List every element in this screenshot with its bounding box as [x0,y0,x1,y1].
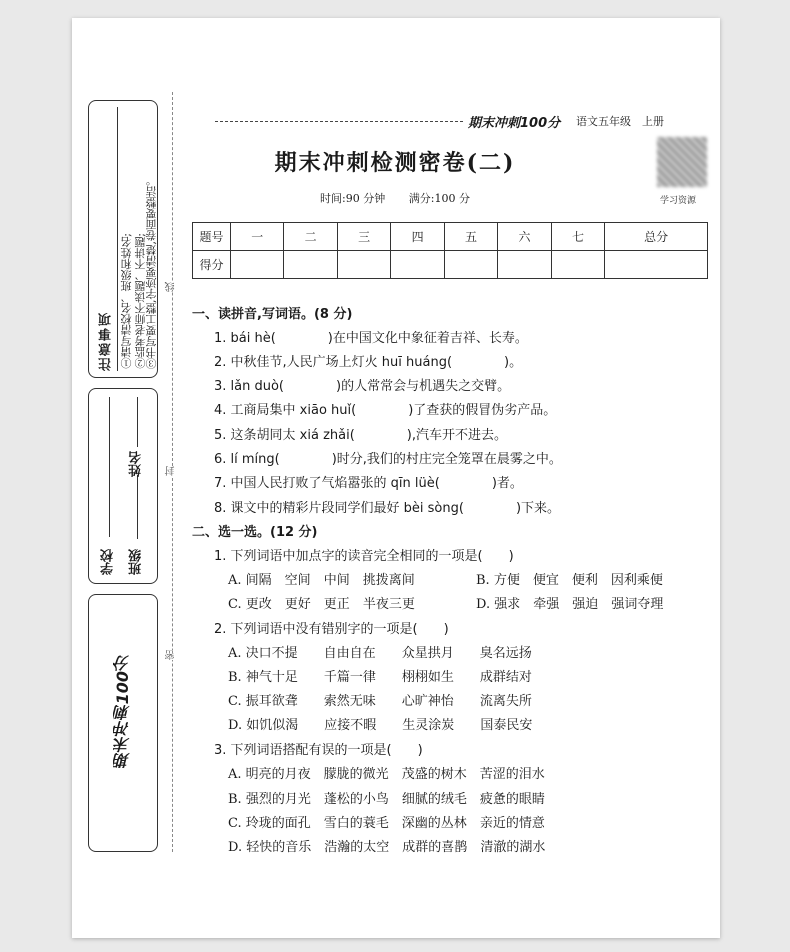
score-cell[interactable] [498,251,551,279]
class-field[interactable] [137,475,138,539]
score-cell[interactable] [337,251,390,279]
score-row-label: 得分 [193,251,231,279]
score-cell[interactable] [444,251,497,279]
notice-line-1: ①请写清校名、班级和姓名; [120,233,133,369]
s2-q1-stem: 1. 下列词语中加点字的读音完全相同的一项是( ) [214,549,514,564]
s2-q3-option-b[interactable]: B. 强烈的月光 蓬松的小鸟 细腻的绒毛 疲惫的眼睛 [228,792,545,807]
school-field[interactable] [109,397,110,537]
s2-q3-option-d[interactable]: D. 轻快的音乐 浩瀚的太空 成群的喜鹊 清澈的湖水 [228,840,546,855]
header-rule [215,121,463,122]
score-cell[interactable] [231,251,284,279]
notice-line-2: ②监考老师不读题、不讲题; [134,233,147,369]
s2-q1-option-c[interactable]: C. 更改 更好 更正 半夜三更 [228,597,415,612]
s1-question-8: 8. 课文中的精彩片段同学们最好 bèi sòng( )下来。 [214,501,561,516]
s2-q2-option-a[interactable]: A. 决口不提 自由自在 众星拱月 臭名远扬 [228,646,532,661]
score-header-cell: 六 [498,223,551,251]
score-cell[interactable] [391,251,444,279]
s1-question-6: 6. lí míng( )时分,我们的村庄完全笼罩在晨雾之中。 [214,452,562,467]
section-2-title: 二、选一选。(12 分) [192,525,318,540]
score-header-cell: 三 [337,223,390,251]
notice-title: 注意事项 [99,311,114,371]
score-header-cell: 总分 [605,223,708,251]
score-header-cell: 五 [444,223,497,251]
s1-question-7: 7. 中国人民打败了气焰嚣张的 qīn lüè( )者。 [214,476,523,491]
score-cell[interactable] [605,251,708,279]
cut-word-line: 线 [166,282,177,292]
score-table [192,222,708,279]
page-title: 期末冲刺检测密卷(二) [274,150,516,176]
s1-question-2: 2. 中秋佳节,人民广场上灯火 huī huáng( )。 [214,355,523,370]
notice-box [88,100,158,378]
cut-word-secret: 密 [166,650,177,660]
exam-score: 满分:100 分 [408,192,470,205]
brand-box [88,594,158,852]
exam-meta [0,190,790,206]
score-table-header [193,223,708,251]
exam-time: 时间:90 分钟 [320,192,386,205]
header-brand: 期末冲刺100分 [468,116,561,131]
s1-question-3: 3. lǎn duò( )的人常常会与机遇失之交臂。 [214,379,511,394]
qr-code-icon[interactable] [657,137,707,187]
qr-label: 学习资源 [660,196,697,206]
s1-question-5: 5. 这条胡同太 xiá zhǎi( ),汽车开不进去。 [214,428,507,443]
s2-q1-option-d[interactable]: D. 强求 牵强 强迫 强词夺理 [476,597,664,612]
s2-q2-option-d[interactable]: D. 如饥似渴 应接不暇 生灵涂炭 国泰民安 [228,718,533,733]
brand-vertical: 期末冲刺100分 [113,655,132,769]
cut-word-seal: 封 [166,466,177,476]
class-label: 班级 [129,549,144,575]
score-table-row [193,251,708,279]
s2-q3-stem: 3. 下列词语搭配有误的一项是( ) [214,743,423,758]
s2-q3-option-a[interactable]: A. 明亮的月夜 朦胧的微光 茂盛的树木 苦涩的泪水 [228,767,545,782]
s2-q2-option-b[interactable]: B. 神气十足 千篇一律 栩栩如生 成群结对 [228,670,532,685]
s2-q2-stem: 2. 下列词语中没有错别字的一项是( ) [214,622,449,637]
student-info-box [88,388,158,584]
notice-line-3: ③书写要工整,字迹要清楚,卷面要整洁。 [145,175,158,369]
s2-q1-option-b[interactable]: B. 方便 便宜 便利 因利乘便 [476,573,663,588]
header-grade: 语文五年级 上册 [576,115,664,128]
score-header-cell: 二 [284,223,337,251]
score-cell[interactable] [551,251,604,279]
s2-q2-option-c[interactable]: C. 振耳欲聋 索然无味 心旷神怡 流离失所 [228,694,532,709]
score-header-cell: 四 [391,223,444,251]
s2-q3-option-c[interactable]: C. 玲珑的面孔 雪白的蓑毛 深幽的丛林 亲近的情意 [228,816,545,831]
score-header-cell: 一 [231,223,284,251]
section-1-title: 一、读拼音,写词语。(8 分) [192,307,353,322]
score-header-cell: 题号 [193,223,231,251]
score-cell[interactable] [284,251,337,279]
score-header-cell: 七 [551,223,604,251]
s1-question-4: 4. 工商局集中 xiāo huǐ( )了查获的假冒伪劣产品。 [214,403,557,418]
s1-question-1: 1. bái hè( )在中国文化中象征着吉祥、长寿。 [214,331,528,346]
s2-q1-option-a[interactable]: A. 间隔 空间 中间 挑拨离间 [228,573,415,588]
school-label: 学校 [101,549,116,575]
name-field[interactable] [137,397,138,447]
name-label: 姓名 [129,451,144,477]
